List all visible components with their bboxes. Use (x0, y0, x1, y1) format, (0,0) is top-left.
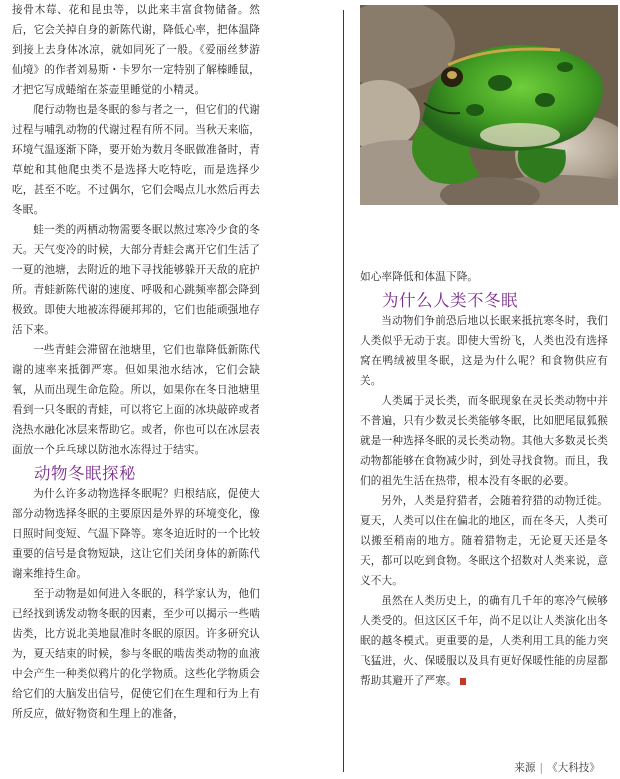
source-credit (514, 760, 600, 775)
paragraph: 接骨木莓、花和昆虫等，以此来丰富食物储备。然后，它会关掉自身的新陈代谢，降低心率，把体温降到接上去身体冰凉，就如同死了一般。《爱丽丝梦游仙境》的作者刘易斯・卡罗尔一定特别了解榛睡鼠，才把它写成蜷缩在茶壶里睡觉的小精灵。 (12, 4, 260, 96)
paragraph: 当动物们争前恐后地以长眠来抵抗寒冬时，我们人类似乎无动于衷。即使大雪纷飞，人类也没有选择窝在鸭绒被里冬眠，这是为什么呢？和食物供应有关。 (360, 315, 608, 387)
frog-photo (360, 5, 618, 205)
paragraph: 蛙一类的两栖动物需要冬眠以熬过寒冷少食的冬天。天气变冷的时候，大部分青蛙会离开它们生活了一夏的池塘，去附近的地下寻找能够躲开天敌的庇护所。青蛙新陈代谢的速度、呼吸和心跳频率都会降到极致。即使大地被冻得硬邦邦的，它们也能顽强地存活下来。 (12, 224, 260, 336)
source-label: 来源 (514, 762, 536, 774)
frog-illustration (360, 5, 618, 205)
source-separator: | (539, 762, 544, 774)
paragraph: 为什么许多动物选择冬眠呢？归根结底，促使大部分动物选择冬眠的主要原因是外界的环境变化，像日照时间变短、气温下降等。寒冬迫近时的一个比较重要的信号是食物短缺，这让它们关闭身体的新陈代谢来维持生命。 (12, 488, 260, 580)
end-of-article-icon (460, 678, 466, 685)
paragraph-final (360, 591, 608, 691)
final-paragraph-text: 虽然在人类历史上，的确有几千年的寒冷气候够人类受的。但这区区千年，尚不足以让人类演化出冬眠的越冬模式。更重要的是，人类利用工具的能力突飞猛进，火、保暖服以及具有更好保暖性能的房屋都帮助其避开了严寒。 (360, 595, 608, 687)
right-column (360, 0, 608, 691)
paragraph: 至于动物是如何进入冬眠的，科学家认为，他们已经找到诱发动物冬眠的因素，至少可以揭示一些啮齿类，比方说北美地鼠准时冬眠的原因。许多研究认为，夏天结束的时候，参与冬眠的啮齿类动物的血液中会产生一种类似鸦片的化学物质。这些化学物质会给它们的大脑发出信号，促使它们在生理和行为上有所反应，做好物资和生理上的准备， (12, 588, 260, 720)
paragraph: 爬行动物也是冬眠的参与者之一，但它们的代谢过程与哺乳动物的代谢过程有所不同。当秋天来临，环境气温逐渐下降，要开始为数月冬眠做准备时，青草蛇和其他爬虫类不是选择大吃特吃，而是选择少吃，甚至不吃。不过偶尔，它们会喝点儿水然后再去冬眠。 (12, 104, 260, 216)
paragraph: 一些青蛙会滞留在池塘里，它们也靠降低新陈代谢的速率来抵御严寒。但如果池水结冰，它们会缺氧，从而出现生命危险。所以，如果你在冬日池塘里看到一只冬眠的青蛙，可以将它上面的冰块敲碎或者浇热水融化冰层来帮助它。或者，你也可以在冰层表面放一个乒乓球以防池水冻得过于结实。 (12, 344, 260, 456)
column-divider (343, 10, 344, 772)
section-heading-animal-hibernation: 动物冬眠探秘 (34, 464, 136, 483)
paragraph: 人类属于灵长类，而冬眠现象在灵长类动物中并不普遍，只有少数灵长类能够冬眠，比如肥尾鼠狐猴就是一种选择冬眠的灵长类动物。其他大多数灵长类动物都能够在食物减少时，到处寻找食物。而且，我们的祖先生活在热带，根本没有冬眠的必要。 (360, 395, 608, 487)
paragraph: 另外，人类是狩猎者，会随着狩猎的动物迁徙。夏天，人类可以住在偏北的地区，而在冬天，人类可以搬至稍南的地方。随着猎物走，无论夏天还是冬天，都可以吃到食物。冬眠这个招数对人类来说，意义不大。 (360, 495, 608, 587)
section-heading-why-humans-dont-hibernate: 为什么人类不冬眠 (382, 291, 518, 310)
paragraph-continuation: 如心率降低和体温下降。 (360, 271, 479, 283)
left-column (12, 0, 260, 724)
source-publication: 《大科技》 (547, 762, 600, 774)
